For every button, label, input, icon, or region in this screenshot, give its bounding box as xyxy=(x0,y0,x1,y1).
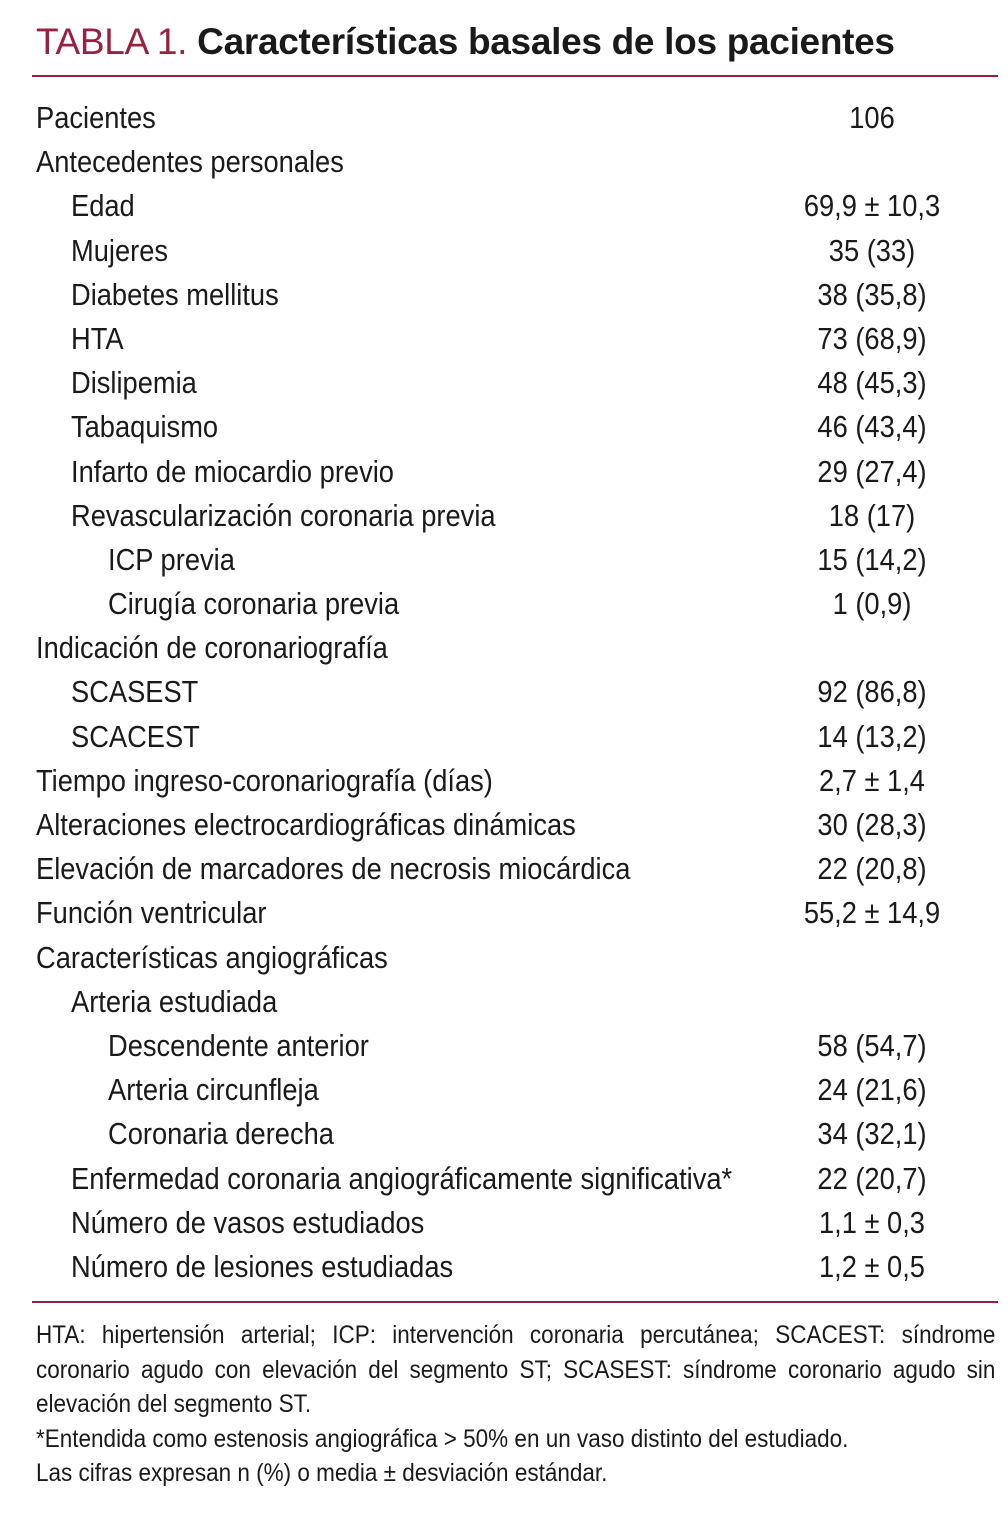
row-value: 2,7 ± 1,4 xyxy=(819,762,925,798)
table-row xyxy=(0,229,1008,273)
row-value: 92 (86,8) xyxy=(817,674,927,710)
row-label: Tabaquismo xyxy=(71,409,219,445)
row-label: Pacientes xyxy=(36,100,156,135)
table-row xyxy=(0,1068,1008,1112)
row-label: Número de lesiones estudiadas xyxy=(71,1248,454,1284)
row-value: 1,2 ± 0,5 xyxy=(819,1248,925,1284)
table-row xyxy=(0,847,1008,891)
table-row xyxy=(0,582,1008,626)
row-value: 55,2 ± 14,9 xyxy=(803,895,941,931)
row-label: Elevación de marcadores de necrosis miocárdica xyxy=(36,851,631,887)
table-row xyxy=(0,1112,1008,1156)
footnote-asterisk: *Entendida como estenosis angiográfica > 50% en un vaso distinto del estudiado. xyxy=(36,1424,849,1453)
row-value: 24 (21,6) xyxy=(817,1072,927,1108)
table-row xyxy=(0,96,1008,140)
table-title xyxy=(36,18,895,66)
footnote-units: Las cifras expresan n (%) o media ± desviación estándar. xyxy=(36,1459,608,1487)
table-row xyxy=(0,626,1008,670)
row-label: HTA xyxy=(71,320,124,356)
row-value: 58 (54,7) xyxy=(817,1027,927,1063)
table-row xyxy=(0,715,1008,759)
table-row xyxy=(0,980,1008,1024)
table-row xyxy=(0,494,1008,538)
table-row xyxy=(0,803,1008,847)
table-row xyxy=(0,1157,1008,1201)
table-row xyxy=(0,1245,1008,1289)
top-divider xyxy=(32,75,998,77)
row-label: SCASEST xyxy=(71,674,199,710)
table-row xyxy=(0,759,1008,803)
row-value: 22 (20,7) xyxy=(817,1160,927,1196)
row-value: 18 (17) xyxy=(828,497,916,533)
row-label: Arteria estudiada xyxy=(71,983,278,1019)
table-row xyxy=(0,273,1008,317)
table-body xyxy=(0,96,1008,1289)
row-label: Cirugía coronaria previa xyxy=(108,586,400,622)
footnote-abbreviations: HTA: hipertensión arterial; ICP: intervención coronaria percutánea; SCACEST: síndrome coronario agudo con elevación del segmento ST; SCASEST: síndrome coronario agudo sin elevación del segmento ST. xyxy=(36,1321,996,1418)
row-label: Infarto de miocardio previo xyxy=(71,453,394,489)
table-row xyxy=(0,184,1008,228)
table-label: TABLA 1. xyxy=(36,21,188,62)
table-row xyxy=(0,405,1008,449)
table-row xyxy=(0,891,1008,935)
row-value: 35 (33) xyxy=(828,232,916,268)
row-value: 29 (27,4) xyxy=(817,453,927,489)
table-row xyxy=(0,317,1008,361)
table-row xyxy=(0,670,1008,714)
row-value: 14 (13,2) xyxy=(817,718,927,754)
row-label: Enfermedad coronaria angiográficamente significativa* xyxy=(71,1160,733,1196)
row-label: Alteraciones electrocardiográficas dinámicas xyxy=(36,807,576,842)
row-label: Diabetes mellitus xyxy=(71,276,279,312)
table-row xyxy=(0,361,1008,405)
row-value: 15 (14,2) xyxy=(817,541,927,577)
row-value: 73 (68,9) xyxy=(817,320,927,356)
table-row xyxy=(0,1024,1008,1068)
table-row xyxy=(0,1201,1008,1245)
row-value: 38 (35,8) xyxy=(817,276,927,312)
row-label: ICP previa xyxy=(108,541,235,577)
row-label: Coronaria derecha xyxy=(108,1116,334,1152)
table-row xyxy=(0,936,1008,980)
row-label: SCACEST xyxy=(71,718,200,754)
row-value: 46 (43,4) xyxy=(817,409,927,445)
table-footnotes xyxy=(36,1318,996,1491)
row-value: 106 xyxy=(849,100,895,135)
row-value: 34 (32,1) xyxy=(817,1116,927,1152)
row-label: Mujeres xyxy=(71,232,169,268)
table-row xyxy=(0,450,1008,494)
row-label: Función ventricular xyxy=(36,895,267,931)
row-label: Descendente anterior xyxy=(108,1027,369,1063)
row-label: Dislipemia xyxy=(71,365,197,401)
table-title-text: Características basales de los pacientes xyxy=(197,21,895,62)
bottom-divider xyxy=(32,1301,998,1303)
row-value: 1 (0,9) xyxy=(832,586,912,622)
row-label: Revascularización coronaria previa xyxy=(71,497,496,533)
row-value: 48 (45,3) xyxy=(817,365,927,401)
table-row xyxy=(0,140,1008,184)
row-value: 30 (28,3) xyxy=(817,807,927,842)
table-row xyxy=(0,538,1008,582)
row-label: Número de vasos estudiados xyxy=(71,1204,425,1240)
row-label: Características angiográficas xyxy=(36,939,388,975)
row-label: Antecedentes personales xyxy=(36,144,344,180)
row-value: 69,9 ± 10,3 xyxy=(803,188,941,224)
row-value: 1,1 ± 0,3 xyxy=(819,1204,925,1240)
row-label: Edad xyxy=(71,188,135,224)
row-label: Arteria circunfleja xyxy=(108,1072,319,1108)
row-value: 22 (20,8) xyxy=(817,851,927,887)
row-label: Indicación de coronariografía xyxy=(36,630,388,666)
row-label: Tiempo ingreso-coronariografía (días) xyxy=(36,762,493,798)
